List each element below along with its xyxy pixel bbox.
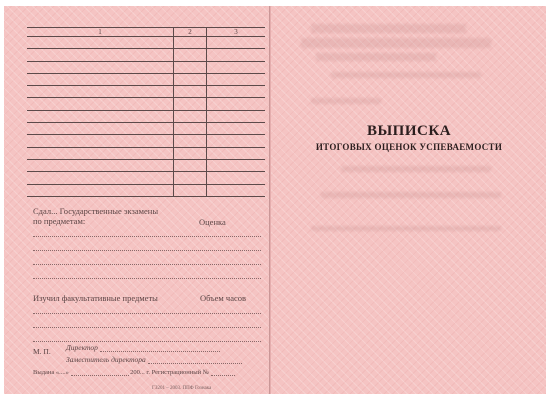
table-row — [27, 123, 265, 135]
table-cell-2 — [174, 172, 207, 183]
table-cell-1 — [27, 160, 174, 171]
exams-label-line2: по предметам: — [33, 216, 86, 226]
grades-table-header — [27, 28, 265, 37]
director-signature-line — [100, 343, 220, 352]
table-cell-1 — [27, 185, 174, 196]
table-cell-3 — [207, 111, 265, 122]
table-cell-3 — [207, 49, 265, 60]
table-cell-3 — [207, 148, 265, 159]
table-cell-1 — [27, 111, 174, 122]
table-row — [27, 37, 265, 49]
show-through-text — [301, 38, 491, 48]
elective-line — [33, 327, 261, 328]
table-row — [27, 111, 265, 123]
table-row — [27, 62, 265, 74]
seal-label: М. П. — [33, 347, 51, 356]
table-cell-1 — [27, 49, 174, 60]
grade-label: Оценка — [199, 217, 226, 227]
column-header-2: 2 — [174, 28, 207, 36]
exams-label-line1: Сдал... Государственные экзамены — [33, 206, 159, 216]
table-cell-2 — [174, 86, 207, 97]
electives-label: Изучил факультативные предметы — [33, 293, 158, 303]
show-through-text — [321, 192, 501, 198]
table-cell-3 — [207, 135, 265, 146]
table-cell-2 — [174, 37, 207, 48]
column-header-3: 3 — [234, 28, 238, 36]
exams-label — [33, 206, 158, 226]
table-cell-2 — [174, 62, 207, 73]
table-row — [27, 74, 265, 86]
table-cell-3 — [207, 185, 265, 196]
table-cell-3 — [207, 86, 265, 97]
show-through-text — [331, 72, 481, 78]
certificate-booklet — [4, 6, 546, 394]
hours-label: Объем часов — [200, 293, 247, 303]
table-cell-3 — [207, 74, 265, 85]
table-row — [27, 49, 265, 61]
show-through-text — [311, 226, 501, 231]
table-cell-1 — [27, 135, 174, 146]
table-cell-3 — [207, 160, 265, 171]
table-row — [27, 148, 265, 160]
exam-line — [33, 250, 261, 251]
print-info: ГЗ201 – 2003. ППФ Гознака — [152, 386, 212, 391]
show-through-text — [311, 98, 381, 104]
exam-line — [33, 236, 261, 237]
table-cell-3 — [207, 172, 265, 183]
show-through-text — [316, 53, 436, 61]
year-label: 200... г. — [130, 369, 150, 376]
grades-table-body — [27, 37, 265, 197]
table-row — [27, 86, 265, 98]
table-cell-1 — [27, 172, 174, 183]
table-cell-1 — [27, 74, 174, 85]
table-row — [27, 135, 265, 147]
grades-table — [27, 27, 265, 197]
left-page — [4, 6, 270, 394]
table-cell-3 — [207, 98, 265, 109]
elective-line — [33, 341, 261, 342]
table-cell-1 — [27, 148, 174, 159]
deputy-label: Заместитель директора — [66, 355, 146, 364]
registration-label: Регистрационный № — [151, 369, 209, 376]
issued-label: Выдана «....» — [33, 369, 69, 376]
deputy-signature-line — [148, 355, 242, 364]
director-label: Директор — [66, 343, 98, 352]
table-cell-2 — [174, 98, 207, 109]
table-cell-1 — [27, 123, 174, 134]
document-subtitle: ИТОГОВЫХ ОЦЕНОК УСПЕВАЕМОСТИ — [315, 142, 503, 152]
table-cell-1 — [27, 37, 174, 48]
table-cell-1 — [27, 62, 174, 73]
table-cell-2 — [174, 135, 207, 146]
table-cell-2 — [174, 123, 207, 134]
table-cell-3 — [207, 123, 265, 134]
table-row — [27, 185, 265, 197]
exam-line — [33, 278, 261, 279]
table-row — [27, 172, 265, 184]
table-cell-2 — [174, 74, 207, 85]
issued-month-line — [71, 369, 129, 376]
table-cell-2 — [174, 148, 207, 159]
column-header-1: 1 — [27, 28, 174, 36]
table-cell-1 — [27, 86, 174, 97]
show-through-text — [341, 166, 491, 172]
elective-line — [33, 313, 261, 314]
table-cell-2 — [174, 160, 207, 171]
table-cell-1 — [27, 98, 174, 109]
table-cell-3 — [207, 62, 265, 73]
registration-number-line — [211, 369, 235, 376]
director-signature-row — [66, 343, 220, 352]
table-row — [27, 98, 265, 110]
right-page — [270, 6, 546, 394]
table-cell-2 — [174, 111, 207, 122]
deputy-signature-row — [66, 355, 242, 364]
table-row — [27, 160, 265, 172]
show-through-text — [311, 24, 466, 33]
exam-line — [33, 264, 261, 265]
issued-row — [33, 369, 235, 376]
table-cell-2 — [174, 185, 207, 196]
document-title: ВЫПИСКА — [366, 123, 452, 139]
table-cell-3 — [207, 37, 265, 48]
table-cell-2 — [174, 49, 207, 60]
